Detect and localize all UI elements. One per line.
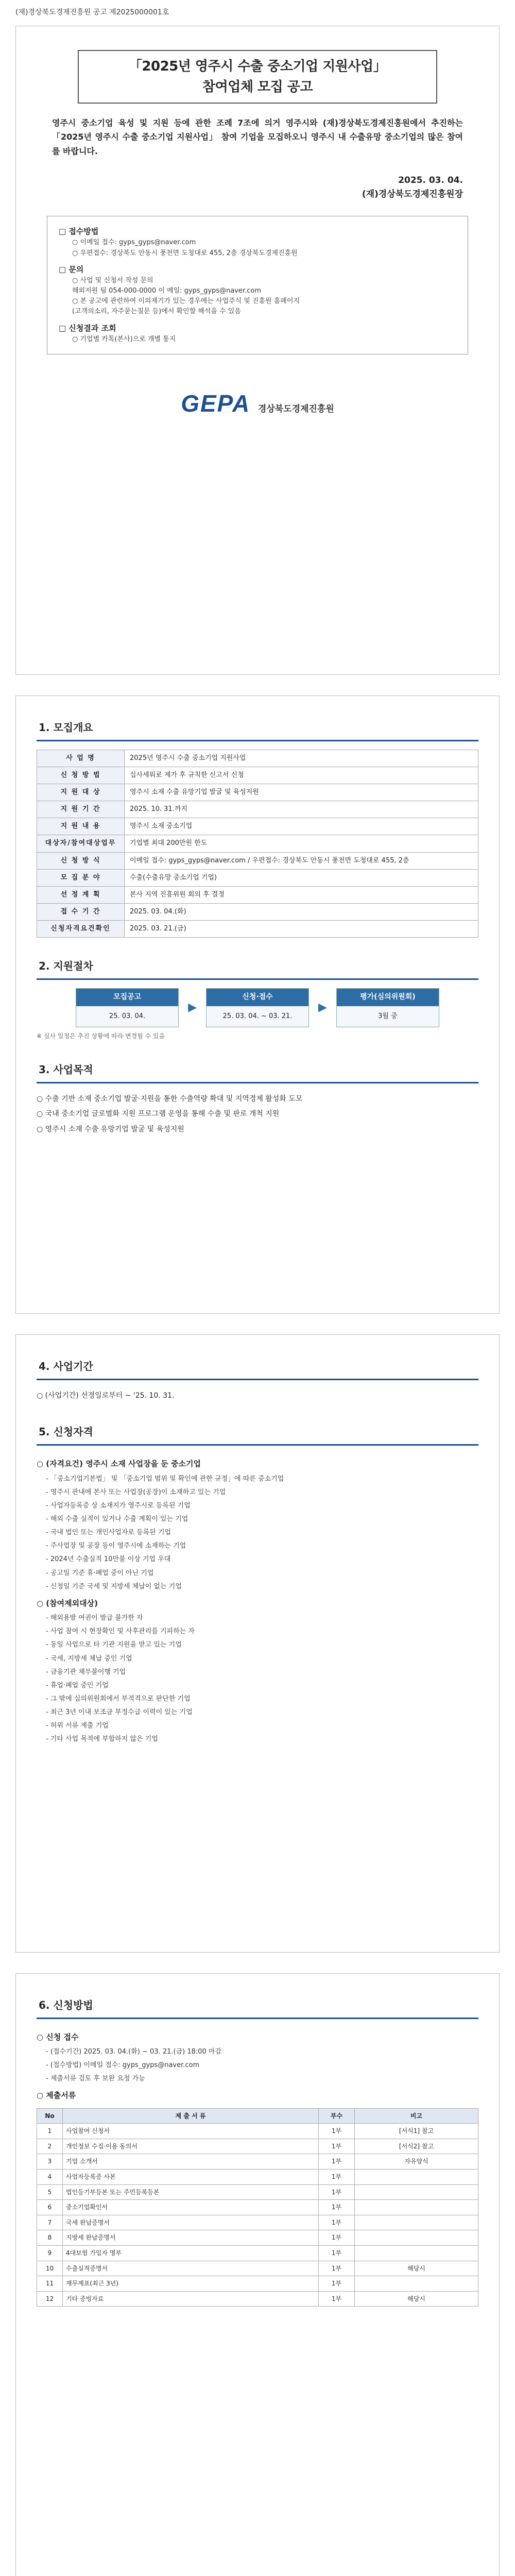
sheet-3 bbox=[15, 1334, 500, 1953]
exclusion-line: - 휴업·폐업 중인 기업 bbox=[46, 1681, 109, 1689]
qualification-line: - 영주시 관내에 본사 또는 사업장(공장)이 소재하고 있는 기업 bbox=[46, 1488, 226, 1496]
qualification-line: - 「중소기업기본법」 및 「중소기업 범위 및 확인에 관한 규정」에 따른 중소기업 bbox=[46, 1475, 284, 1483]
summary-line: ○ 우편접수: 경상북도 안동시 풍천면 도청대로 455, 2층 경상북도경제진흥원 bbox=[72, 249, 298, 257]
purpose-item: ○ 수출 기반 소재 중소기업 발굴·지원을 통한 수출역량 확대 및 지역경제 활성화 도모 bbox=[37, 1094, 303, 1103]
exclusion-line: - 그 밖에 심의위원회에서 부적격으로 판단한 기업 bbox=[46, 1694, 191, 1703]
exclusion-line: - 국세, 지방세 체납 중인 기업 bbox=[46, 1654, 132, 1663]
summary-line: ○ 기업별 카톡(본사)으로 개별 통지 bbox=[72, 335, 176, 343]
table-row: 신 청 방 법 십사세워로 제가 후 규칙한 신고서 신청 bbox=[37, 767, 478, 784]
date-org bbox=[37, 158, 478, 201]
apply-head: ○ 신청 접수 bbox=[37, 2032, 79, 2042]
process-step: 신청·접수 25. 03. 04. ~ 03. 21. bbox=[206, 988, 309, 1027]
lead-paragraph: 영주시 중소기업 육성 및 지원 등에 관한 조례 7조에 의거 영주시와 (재)경상북도경제진흥원에서 추진하는 「2025년 영주시 수출 중소기업 지원사업」 참여 기업을 모집하오니 영주시 내 수출유망 중소기업의 많은 참여를 바랍니다. bbox=[52, 118, 463, 156]
apply-line: - 제출서류 검토 후 보완 요청 가능 bbox=[46, 2075, 145, 2083]
table-row: 접 수 기 간 2025. 03. 04.(화) bbox=[37, 903, 478, 920]
qualification-line: - 2024년 수출실적 10만불 이상 기업 우대 bbox=[46, 1555, 171, 1564]
table-row: 5 법인등기부등본 또는 주민등록등본 1부 bbox=[37, 2184, 478, 2200]
logo bbox=[37, 354, 478, 443]
documents-table bbox=[37, 2108, 478, 2307]
notice-number: (재)경상북도경제진흥원 공고 제2025000001호 bbox=[15, 8, 169, 16]
purpose-item: ○ 영주시 소재 수출 유망기업 발굴 및 육성지원 bbox=[37, 1125, 184, 1134]
notice-date: 2025. 03. 04. bbox=[398, 175, 463, 185]
process-step: 모집공고 25. 03. 04. bbox=[76, 988, 179, 1027]
table-row: 6 중소기업확인서 1부 bbox=[37, 2200, 478, 2215]
summary-box bbox=[47, 216, 468, 354]
table-row: 사 업 명 2025년 영주시 수출 중소기업 지원사업 bbox=[37, 750, 478, 767]
table-row: 신 청 방 식 이메일 접수: gyps_gyps@naver.com / 우편접수: 경상북도 안동시 풍천면 도청대로 455, 2층 bbox=[37, 852, 478, 869]
table-row: 12 기타 증빙자료 1부 해당시 bbox=[37, 2291, 478, 2307]
summary-line: 해외지원 팀 054-000-0000 이 메일: gyps_gyps@naver.com bbox=[72, 287, 261, 295]
table-header-row: No 제 출 서 류 부수 비고 bbox=[37, 2108, 478, 2124]
table-row: 10 수출실적증명서 1부 해당시 bbox=[37, 2261, 478, 2276]
table-row: 신청자격요건확인 2025. 03. 21.(금) bbox=[37, 921, 478, 938]
summary-line: ○ 본 공고에 관련하여 이의제기가 있는 경우에는 사업주식 및 진흥원 홈페이지 bbox=[72, 297, 300, 306]
summary-line: (고객의소리, 자주묻는질문 등)에서 확인할 해석을 수 있음 bbox=[72, 308, 241, 316]
exclusion-line: - 동일 사업으로 타 기관 지원을 받고 있는 기업 bbox=[46, 1641, 182, 1649]
section-title: 6. 신청방법 bbox=[37, 1992, 478, 2019]
exclusion-line: - 최근 3년 이내 보조금 부정수급 이력이 있는 기업 bbox=[46, 1708, 193, 1717]
table-row: 9 4대보험 가입자 명부 1부 bbox=[37, 2245, 478, 2261]
qualification-line: - 신청일 기준 국세 및 지방세 체납이 없는 기업 bbox=[46, 1582, 182, 1590]
process-steps bbox=[37, 988, 478, 1027]
section-title: 2. 지원절차 bbox=[37, 953, 478, 980]
title-line1: 「2025년 영주시 수출 중소기업 지원사업」 bbox=[128, 58, 387, 74]
title-line2: 참여업체 모집 공고 bbox=[202, 79, 313, 95]
qualification-line: - 국내 법인 또는 개인사업자로 등록된 기업 bbox=[46, 1529, 171, 1537]
arrow-right-icon: ▶ bbox=[318, 1001, 327, 1014]
exclusion-line: - 금융기관 채무불이행 기업 bbox=[46, 1668, 126, 1676]
sheet-4 bbox=[15, 1973, 500, 2576]
exclusion-head: ○ (참여제외대상) bbox=[37, 1598, 98, 1608]
section-title: 1. 모집개요 bbox=[37, 715, 478, 741]
purpose-item: ○ 국내 중소기업 글로벌화 지원 프로그램 운영을 통해 수출 및 판로 개척 지원 bbox=[37, 1110, 280, 1118]
table-row: 모 집 분 야 수출(수출유망 중소기업 기업) bbox=[37, 869, 478, 886]
overview-table bbox=[37, 750, 478, 938]
qualification-line: - 공고일 기준 휴·폐업 중이 아닌 기업 bbox=[46, 1569, 154, 1577]
sheet-2 bbox=[15, 696, 500, 1314]
table-row: 1 사업참여 신청서 1부 [서식1] 참고 bbox=[37, 2124, 478, 2139]
apply-line: - (접수방법) 이메일 접수: gyps_gyps@naver.com bbox=[46, 2061, 200, 2070]
qualification-line: - 주사업장 및 공장 등이 영주시에 소재하는 기업 bbox=[46, 1542, 186, 1550]
exclusion-line: - 사업 참여 시 현장확인 및 사후관리를 기피하는 자 bbox=[46, 1628, 195, 1636]
summary-line: ○ 사업 및 신청서 작성 문의 bbox=[72, 277, 153, 284]
period-item: ○ (사업기간) 선정일로부터 ~ '25. 10. 31. bbox=[37, 1391, 175, 1400]
table-row: 7 국세 완납증명서 1부 bbox=[37, 2215, 478, 2230]
table-row: 선 정 계 획 본사 지역 진흥위원 회의 후 결정 bbox=[37, 886, 478, 903]
exclusion-line: - 기타 사업 목적에 부합하지 않은 기업 bbox=[46, 1735, 158, 1743]
section-title: 5. 신청자격 bbox=[37, 1419, 478, 1446]
table-row: 대상자/참여대상업무 기업별 최대 200만원 한도 bbox=[37, 835, 478, 852]
summary-head: □ 문의 bbox=[59, 264, 84, 274]
summary-head: □ 접수방법 bbox=[59, 227, 99, 236]
qualification-line: - 해외 수출 실적이 있거나 수출 계획이 있는 기업 bbox=[46, 1515, 188, 1523]
arrow-right-icon: ▶ bbox=[188, 1001, 197, 1014]
table-row: 11 재무제표(최근 3년) 1부 bbox=[37, 2276, 478, 2292]
table-row: 3 기업 소개서 1부 자유양식 bbox=[37, 2154, 478, 2170]
summary-head: □ 신청결과 조회 bbox=[59, 323, 116, 333]
logo-org: 경상북도경제진흥원 bbox=[258, 403, 334, 414]
exclusion-line: - 해외용발 여권이 발급 불가한 자 bbox=[46, 1614, 143, 1622]
table-row: 지 원 대 상 영주시 소재 수출 유망기업 발굴 및 육성지원 bbox=[37, 784, 478, 801]
table-row: 지 원 내 용 영주시 소재 중소기업 bbox=[37, 818, 478, 835]
qualification-head: ○ (자격요건) 영주시 소재 사업장을 둔 중소기업 bbox=[37, 1459, 201, 1469]
table-row: 지 원 기 간 2025. 10. 31.까지 bbox=[37, 801, 478, 818]
docs-head: ○ 제출서류 bbox=[37, 2091, 76, 2100]
table-row: 2 개인정보 수집·이용 동의서 1부 [서식2] 참고 bbox=[37, 2139, 478, 2154]
section-title: 3. 사업목적 bbox=[37, 1057, 478, 1083]
title-box bbox=[78, 50, 437, 104]
apply-line: - (접수기간) 2025. 03. 04.(화) ~ 03. 21.(금) 18:00 마감 bbox=[46, 2047, 222, 2056]
section-title: 4. 사업기간 bbox=[37, 1353, 478, 1380]
cover-sheet bbox=[15, 26, 500, 675]
summary-line: ○ 이메일 접수: gyps_gyps@naver.com bbox=[72, 239, 196, 247]
logo-mark: GEPA bbox=[181, 389, 251, 417]
exclusion-line: - 허위 서류 제출 기업 bbox=[46, 1722, 109, 1730]
schedule-note: ※ 심사 일정은 추진 상황에 따라 변경될 수 있음 bbox=[37, 1032, 165, 1040]
table-row: 8 지방세 완납증명서 1부 bbox=[37, 2230, 478, 2246]
qualification-line: - 사업자등록증 상 소재지가 영주시로 등록된 기업 bbox=[46, 1501, 191, 1510]
notice-org: (재)경상북도경제진흥원장 bbox=[362, 189, 463, 200]
table-row: 4 사업자등록증 사본 1부 bbox=[37, 2169, 478, 2184]
process-step: 평가(심의위원회) 3월 중 bbox=[336, 988, 439, 1027]
